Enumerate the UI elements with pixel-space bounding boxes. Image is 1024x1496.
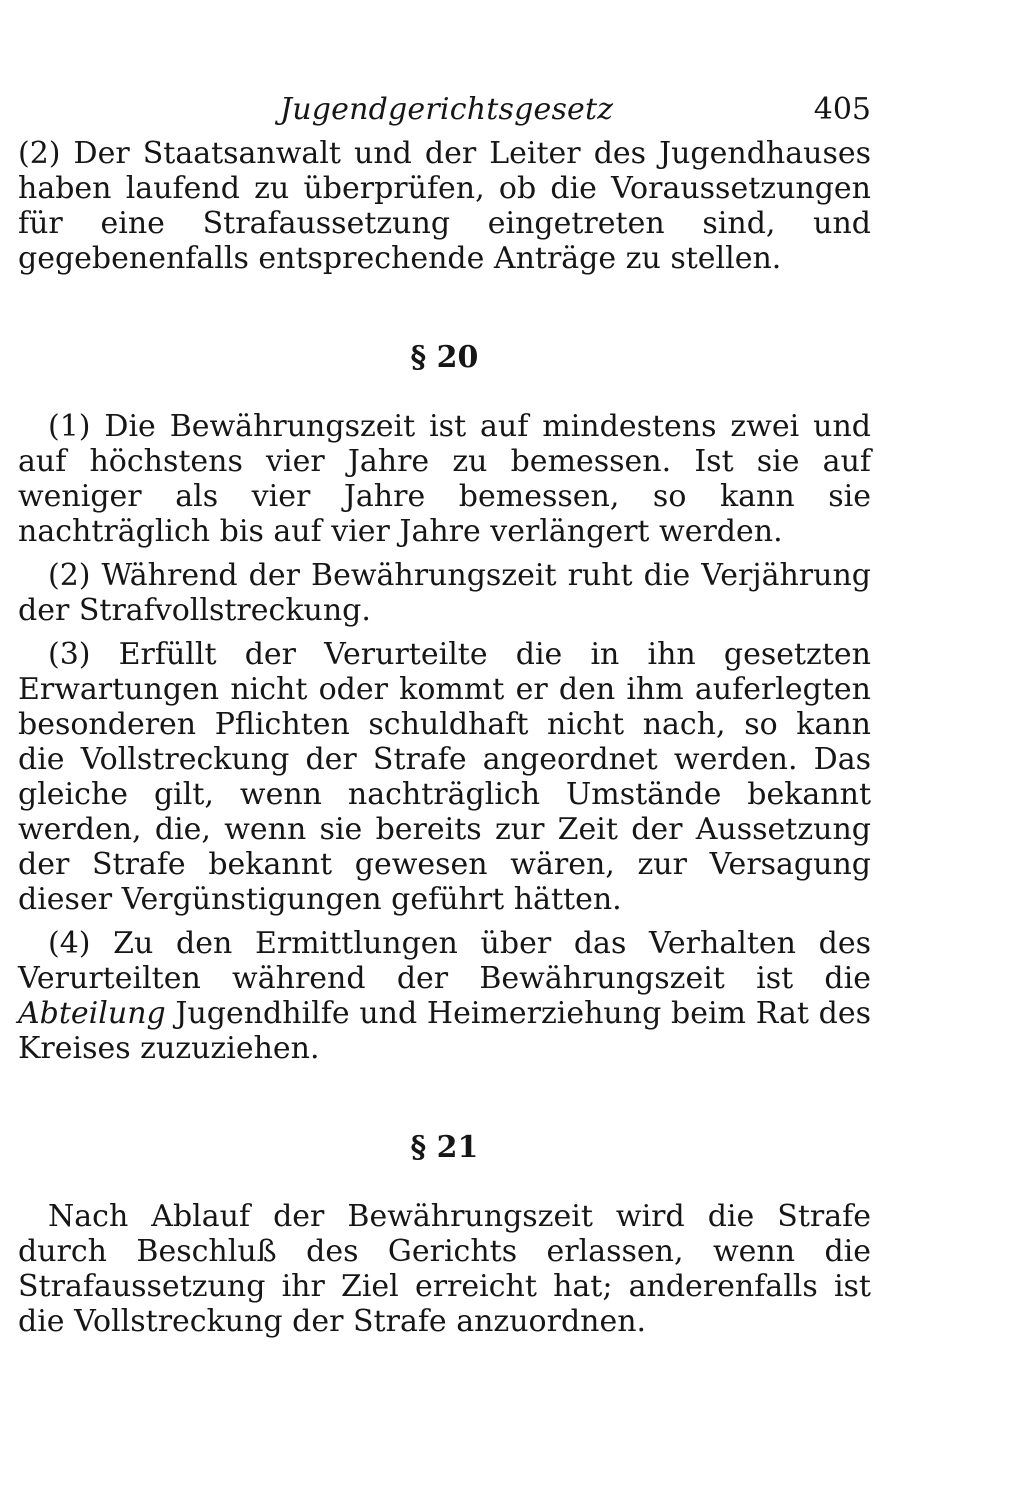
paragraph-20-4 bbox=[18, 926, 871, 1066]
paragraph-20-4-italic-term: Abteilung bbox=[18, 996, 166, 1031]
paragraph-20-2: (2) Während der Bewährungszeit ruht die Verjährung der Strafvollstreckung. bbox=[18, 558, 871, 628]
paragraph-20-4-text-start: (4) Zu den Ermittlungen über das Verhalten des Verurteilten während der Bewährungszeit ist die bbox=[18, 926, 871, 996]
running-head-title: Jugendgerichtsgesetz bbox=[280, 92, 614, 127]
page-number: 405 bbox=[813, 92, 871, 127]
paragraph-20-4-text-end: Jugendhilfe und Heimerziehung beim Rat des Kreises zuzuziehen. bbox=[18, 996, 871, 1066]
section-heading-21: § 21 bbox=[410, 1130, 479, 1165]
paragraph-20-3: (3) Erfüllt der Verurteilte die in ihn gesetzten Erwartungen nicht oder kommt er den ihm auferlegten besonderen Pflichten schuldhaft nicht nach, so kann die Vollstreckung der Strafe angeordnet werden. Das gleiche gilt, wenn nachträglich Umstände bekannt werden, die, wenn sie bereits zur Zeit der Aussetzung der Strafe bekannt gewesen wären, zur Versagung dieser Vergünstigungen geführt hätten. bbox=[18, 637, 871, 917]
document-page bbox=[18, 84, 871, 1339]
paragraph-21: Nach Ablauf der Bewährungszeit wird die Strafe durch Beschluß des Gerichts erlassen, wenn die Strafaussetzung ihr Ziel erreicht hat; anderenfalls ist die Vollstreckung der Strafe anzuordnen. bbox=[18, 1199, 871, 1339]
paragraph-19-2: (2) Der Staatsanwalt und der Leiter des Jugendhauses haben laufend zu überprüfen, ob die Voraussetzungen für eine Strafaussetzung eingetreten sind, und gegebenenfalls entsprechende Anträge zu stellen. bbox=[18, 136, 871, 276]
paragraph-20-1: (1) Die Bewährungszeit ist auf mindestens zwei und auf höchstens vier Jahre zu bemessen. Ist sie auf weniger als vier Jahre bemessen, so kann sie nachträglich bis auf vier Jahre verlängert werden. bbox=[18, 409, 871, 549]
running-head bbox=[18, 84, 871, 136]
section-heading-20: § 20 bbox=[410, 340, 479, 375]
